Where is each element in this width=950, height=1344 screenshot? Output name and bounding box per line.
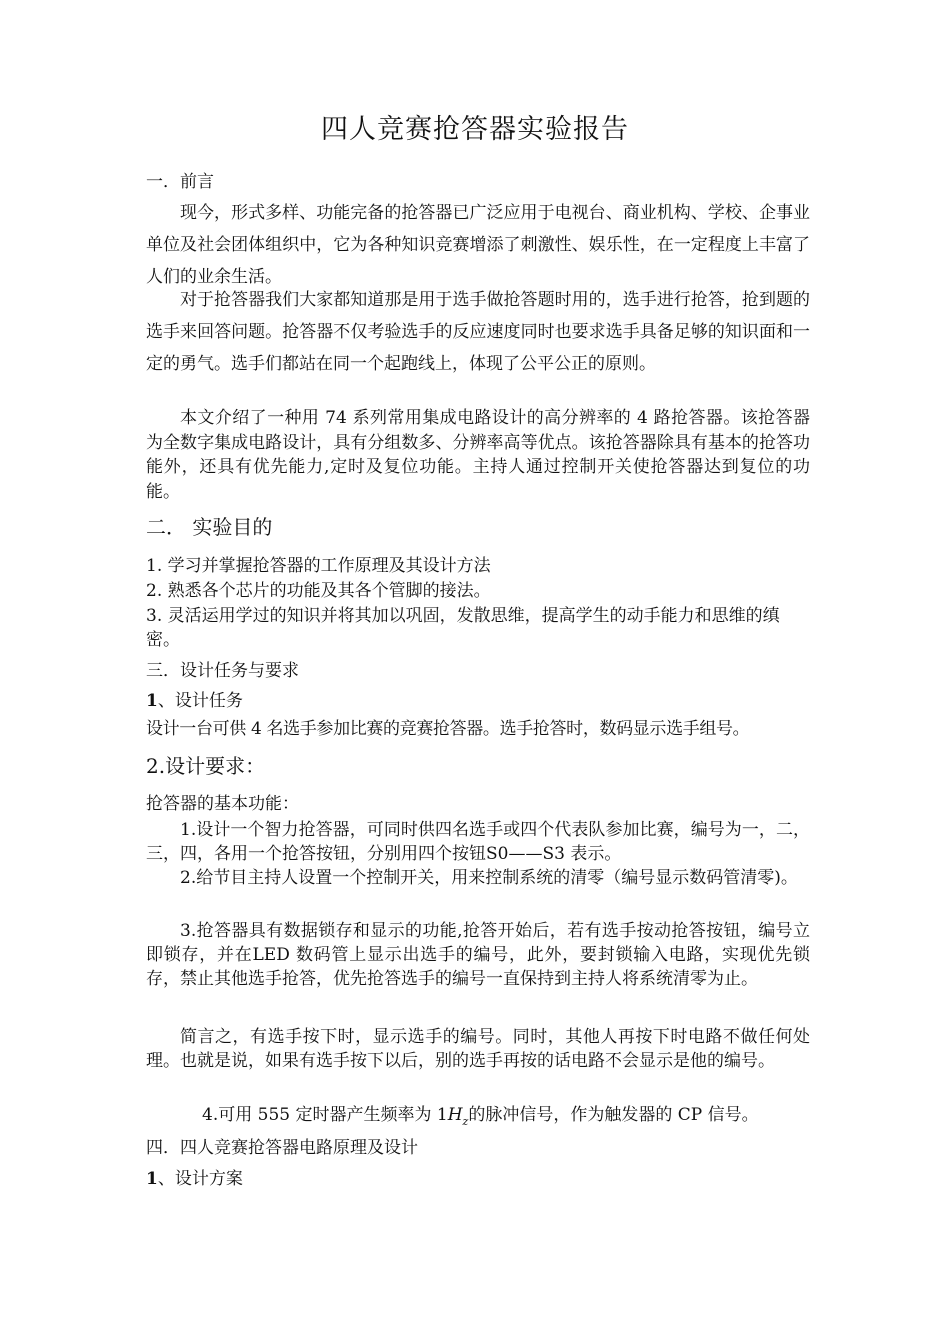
frequency-unit-z: z [462, 1115, 469, 1128]
section-heading-circuit-design: 四．四人竞赛抢答器电路原理及设计 [146, 1138, 418, 1158]
requirement-2: 2.给节目主持人设置一个控制开关，用来控制系统的清零（编号显示数码管清零)。 [180, 868, 798, 888]
section-heading-objectives: 二． 实验目的 [146, 515, 273, 539]
section-heading-requirements: 三．设计任务与要求 [146, 661, 299, 681]
requirement-3: 3.抢答器具有数据锁存和显示的功能,抢答开始后，若有选手按动抢答按钮，编号立即锁存，并在LED 数码管上显示出选手的编号，此外，要封锁输入电路，实现优先锁存，禁止其他选手抢答，优先抢答选手的编号一直保持到主持人将系统清零为止。 [146, 921, 810, 989]
objective-item: 1. 学习并掌握抢答器的工作原理及其设计方法 [146, 556, 491, 576]
subheading-design-task [146, 689, 810, 713]
requirement-4 [146, 1103, 822, 1129]
preface-paragraph-2: 对于抢答器我们大家都知道那是用于选手做抢答题时用的，选手进行抢答，抢到题的选手来回答问题。抢答器不仅考验选手的反应速度同时也要求选手具备足够的知识面和一定的勇气。选手们都站在同一个起跑线上，体现了公平公正的原则。 [146, 290, 810, 374]
subheading-label: 、设计任务 [157, 691, 243, 711]
objective-item: 2. 熟悉各个芯片的功能及其各个管脚的接法。 [146, 581, 491, 601]
design-task-text: 设计一台可供 4 名选手参加比赛的竞赛抢答器。选手抢答时，数码显示选手组号。 [146, 719, 750, 739]
section-heading-preface: 一．前言 [146, 172, 214, 192]
requirement-summary: 简言之，有选手按下时，显示选手的编号。同时，其他人再按下时电路不做任何处理。也就是说，如果有选手按下以后，别的选手再按的话电路不会显示是他的编号。 [146, 1027, 810, 1071]
subheading-design-scheme [146, 1167, 810, 1191]
requirement-4-tail: 的脉冲信号，作为触发器的 CP 信号。 [468, 1105, 759, 1125]
frequency-unit-h: H [447, 1105, 463, 1125]
subheading-design-requirements: 2.设计要求： [146, 754, 266, 778]
basic-function-label: 抢答器的基本功能： [146, 794, 299, 814]
subheading-label: 、设计方案 [157, 1169, 243, 1189]
requirement-1: 1.设计一个智力抢答器，可同时供四名选手或四个代表队参加比赛，编号为一，二，三，四，各用一个抢答按钮，分别用四个按钮S0——S3 表示。 [146, 820, 810, 864]
document-title: 四人竞赛抢答器实验报告 [321, 114, 629, 145]
preface-paragraph-1: 现今，形式多样、功能完备的抢答器已广泛应用于电视台、商业机构、学校、企事业单位及社会团体组织中，它为各种知识竞赛增添了刺激性、娱乐性，在一定程度上丰富了人们的业余生活。 [146, 203, 810, 287]
preface-paragraph-3: 本文介绍了一种用 74 系列常用集成电路设计的高分辨率的 4 路抢答器。该抢答器为全数字集成电路设计，具有分组数多、分辨率高等优点。该抢答器除具有基本的抢答功能外，还具有优先能力,定时及复位功能。主持人通过控制开关使抢答器达到复位的功能。 [146, 408, 810, 502]
objective-item: 3. 灵活运用学过的知识并将其加以巩固，发散思维，提高学生的动手能力和思维的缜密。 [146, 606, 780, 650]
subheading-number: 1 [146, 691, 158, 711]
requirement-4-lead: 4.可用 555 定时器产生频率为 1 [202, 1105, 448, 1125]
subheading-number: 1 [146, 1169, 158, 1189]
